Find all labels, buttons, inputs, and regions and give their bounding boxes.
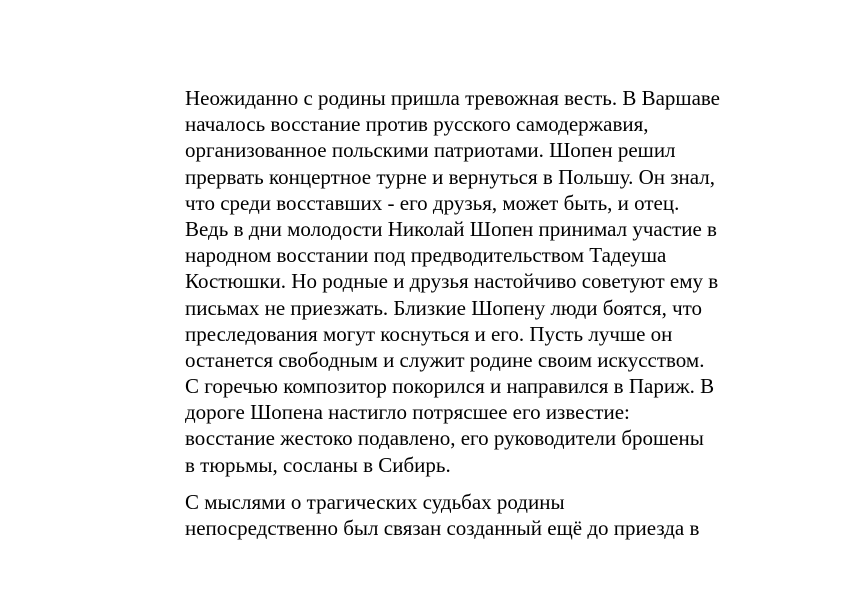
text-line: народном восстании под предводительством Тадеуша <box>185 243 667 268</box>
text-line: дороге Шопена настигло потрясшее его известие: <box>185 400 630 425</box>
text-line: письмах не приезжать. Близкие Шопену люди боятся, что <box>185 295 703 320</box>
text-line: прервать концертное турне и вернуться в Польшу. Он знал, <box>185 164 716 189</box>
text-line: Костюшки. Но родные и друзья настойчиво советуют ему в <box>185 269 719 294</box>
text-line: организованное польскими патриотами. Шопен решил <box>185 138 676 163</box>
paragraph-2 <box>185 489 765 541</box>
text-line: что среди восставших - его друзья, может быть, и отец. <box>185 190 680 215</box>
text-line: останется свободным и служит родине своим искусством. <box>185 347 705 372</box>
text-block <box>185 85 765 541</box>
paragraph-1 <box>185 85 765 478</box>
text-line: Неожиданно с родины пришла тревожная весть. В Варшаве <box>185 86 721 110</box>
text-line: началось восстание против русского самодержавия, <box>185 112 649 137</box>
text-line: преследования могут коснуться и его. Пусть лучше он <box>185 321 673 346</box>
text-line: С мыслями о трагических судьбах родины <box>185 489 565 514</box>
paragraph-spacer <box>185 478 765 489</box>
text-line: Ведь в дни молодости Николай Шопен принимал участие в <box>185 216 717 241</box>
text-line: С горечью композитор покорился и направился в Париж. В <box>185 374 715 399</box>
text-line: в тюрьмы, сосланы в Сибирь. <box>185 452 451 477</box>
text-line: непосредственно был связан созданный ещё до приезда в <box>185 516 700 540</box>
text-line: восстание жестоко подавлено, его руководители брошены <box>185 426 704 451</box>
